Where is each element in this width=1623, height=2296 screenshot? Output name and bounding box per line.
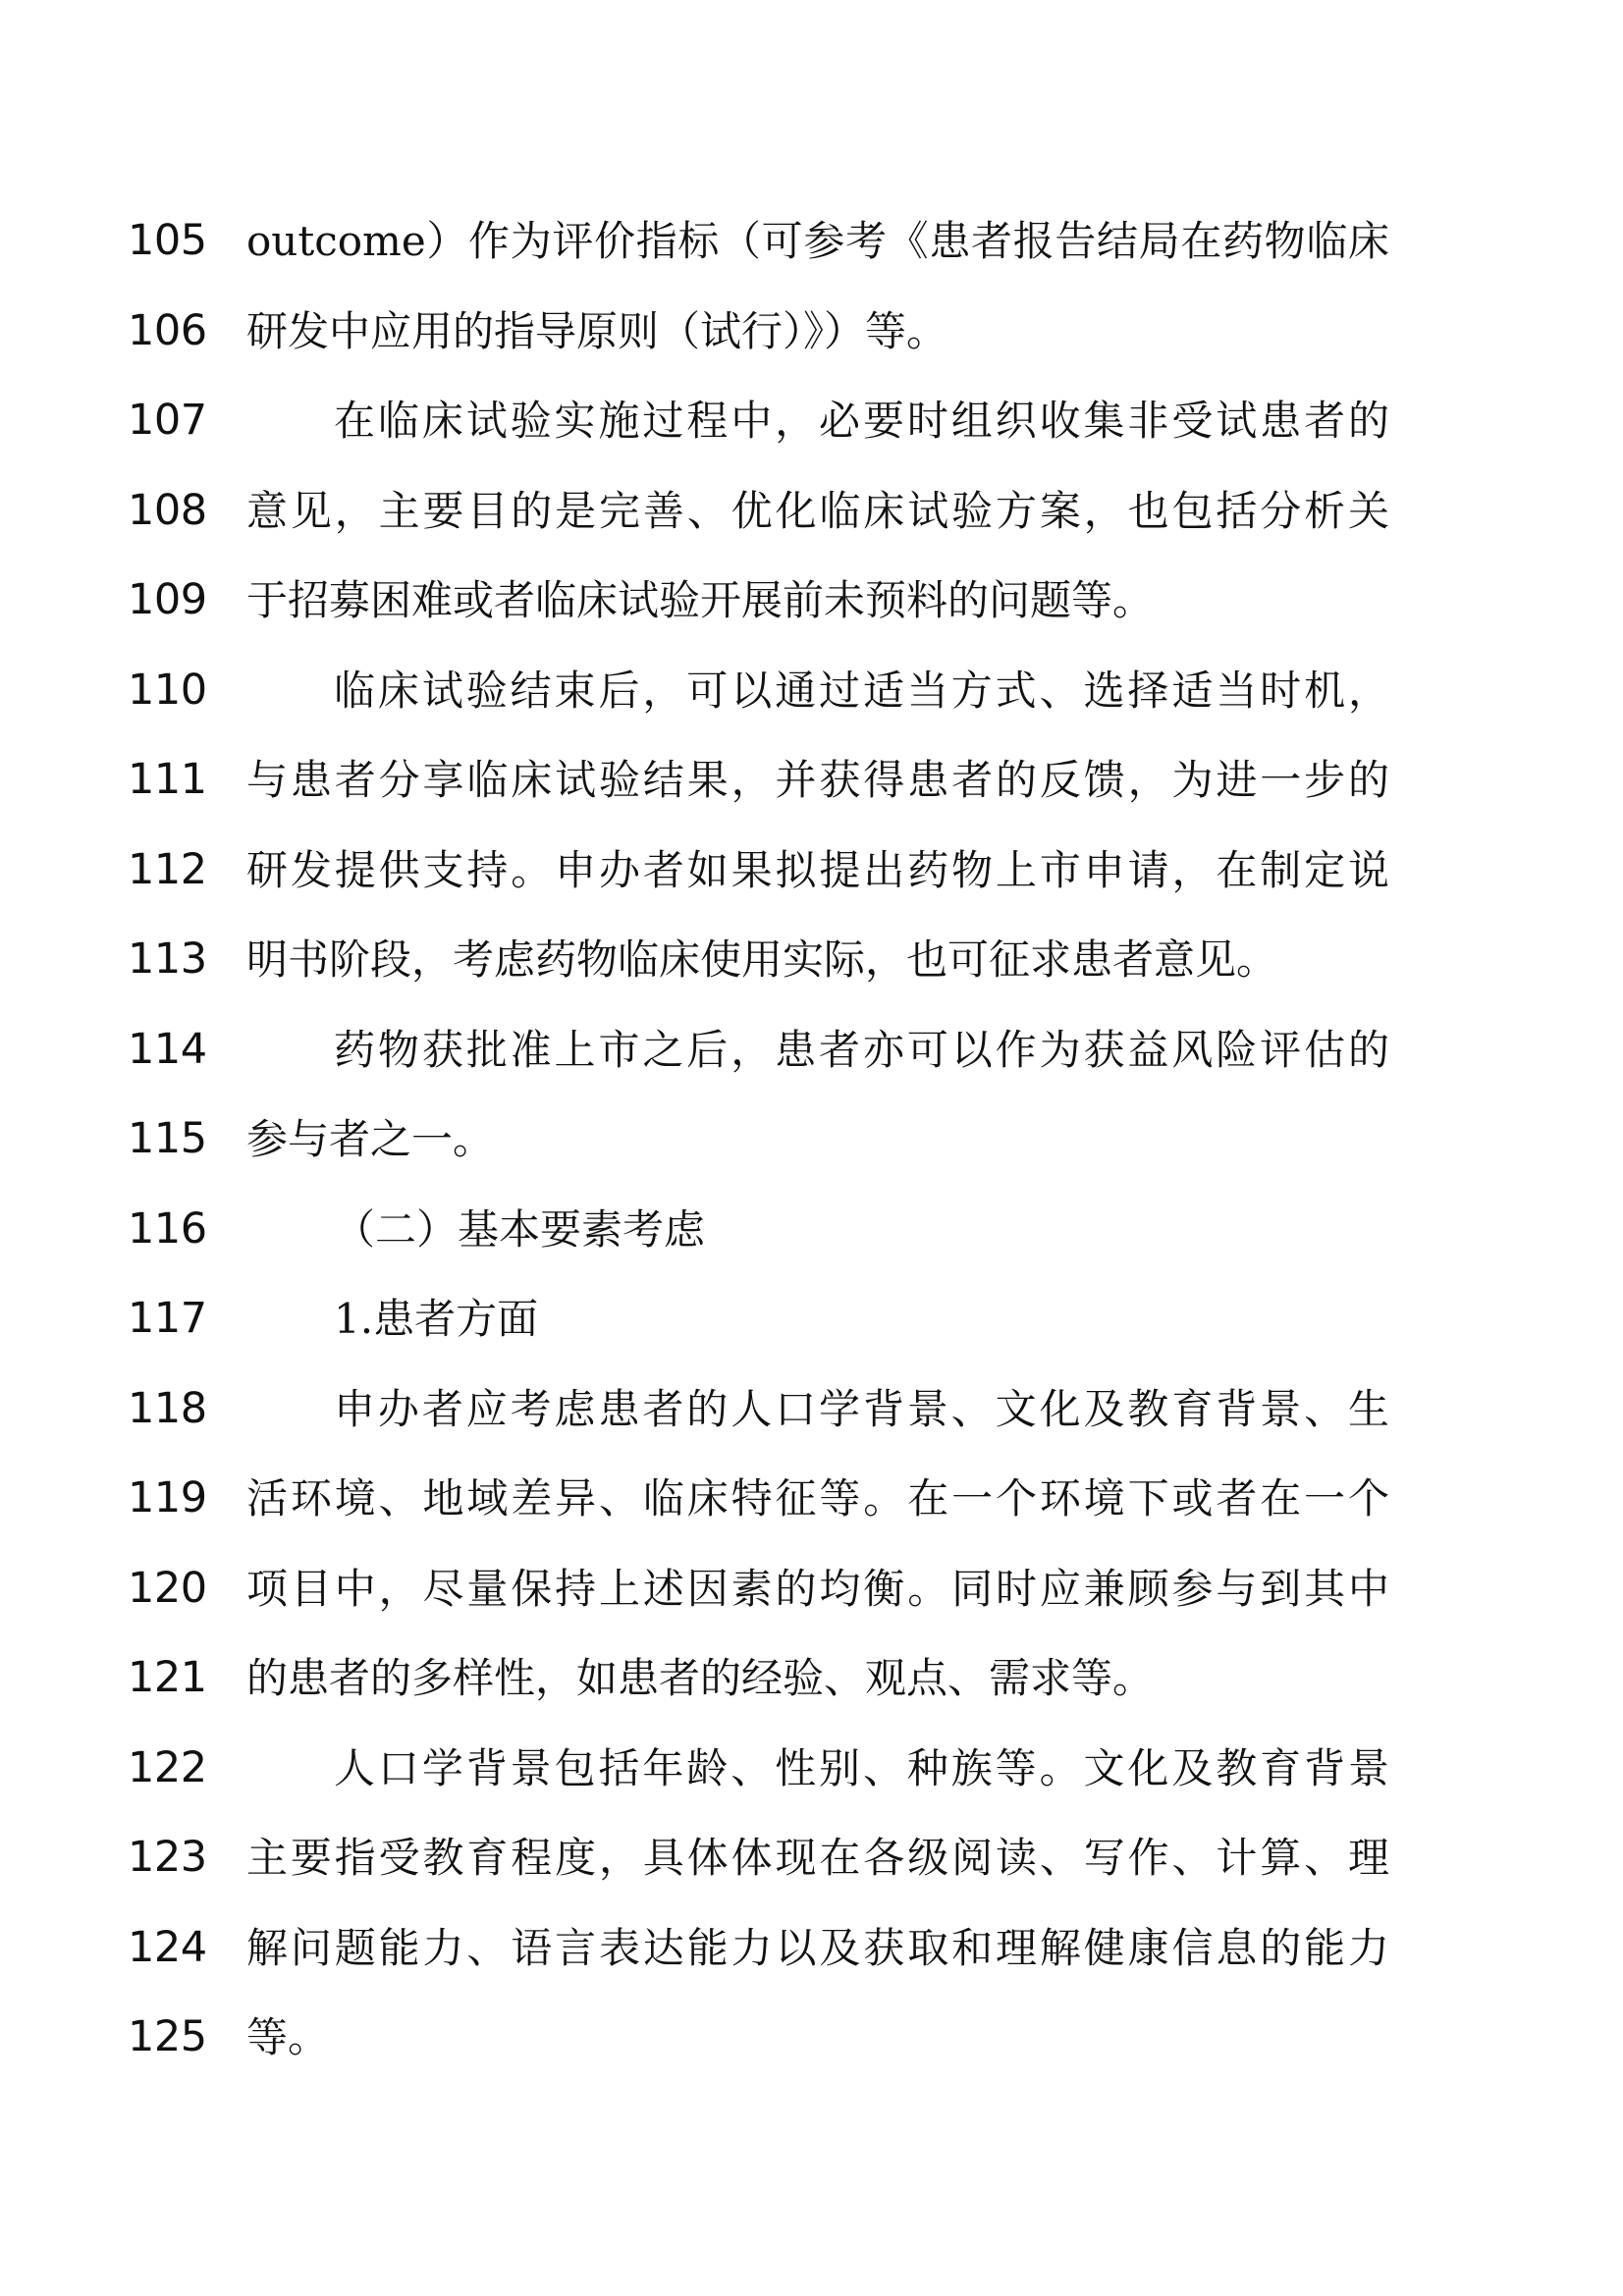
line-text: 人口学背景包括年龄、性别、种族等。文化及教育背景 bbox=[334, 1743, 1389, 1792]
line-text: 药物获批准上市之后，患者亦可以作为获益风险评估的 bbox=[334, 1025, 1389, 1074]
line-number: 125 bbox=[128, 2012, 207, 2061]
text-line bbox=[0, 1274, 1623, 1364]
line-text: 于招募困难或者临床试验开展前未预料的问题等。 bbox=[246, 576, 1155, 624]
line-number: 111 bbox=[128, 755, 207, 804]
text-line bbox=[0, 735, 1623, 826]
line-number: 122 bbox=[128, 1742, 207, 1792]
line-number: 108 bbox=[128, 485, 207, 535]
line-text: 与患者分享临床试验结果，并获得患者的反馈，为进一步的 bbox=[246, 756, 1389, 804]
line-text: 明书阶段，考虑药物临床使用实际，也可征求患者意见。 bbox=[246, 935, 1278, 984]
text-line bbox=[0, 466, 1623, 557]
line-text: 等。 bbox=[246, 2013, 330, 2061]
line-text: 主要指受教育程度，具体体现在各级阅读、写作、计算、理 bbox=[246, 1834, 1389, 1882]
line-text: 研发中应用的指导原则（试行）》）等。 bbox=[246, 306, 948, 355]
line-number: 120 bbox=[128, 1563, 207, 1613]
subsection-heading: 1.患者方面 bbox=[334, 1295, 539, 1343]
text-line bbox=[0, 1364, 1623, 1455]
line-text: 临床试验结束后，可以通过适当方式、选择适当时机， bbox=[334, 666, 1389, 715]
line-number: 124 bbox=[128, 1922, 207, 1972]
line-number: 117 bbox=[128, 1294, 207, 1343]
line-number: 105 bbox=[128, 216, 207, 265]
line-number: 123 bbox=[128, 1833, 207, 1882]
line-number: 107 bbox=[128, 396, 207, 445]
line-number: 106 bbox=[128, 305, 207, 355]
text-line bbox=[0, 1633, 1623, 1724]
text-line bbox=[0, 376, 1623, 466]
line-text: 的患者的多样性，如患者的经验、观点、需求等。 bbox=[246, 1654, 1155, 1702]
line-number: 113 bbox=[128, 934, 207, 984]
line-text: 活环境、地域差异、临床特征等。在一个环境下或者在一个 bbox=[246, 1474, 1389, 1522]
text-body bbox=[0, 196, 1623, 2083]
text-line bbox=[0, 1005, 1623, 1095]
line-number: 114 bbox=[128, 1024, 207, 1074]
text-line bbox=[0, 826, 1623, 916]
line-number: 116 bbox=[128, 1203, 207, 1254]
line-text: 项目中，尽量保持上述因素的均衡。同时应兼顾参与到其中 bbox=[246, 1564, 1389, 1613]
text-line bbox=[0, 1993, 1623, 2083]
text-line bbox=[0, 1724, 1623, 1814]
section-heading: （二）基本要素考虑 bbox=[334, 1204, 706, 1254]
text-line bbox=[0, 196, 1623, 287]
text-line bbox=[0, 1095, 1623, 1185]
line-number: 109 bbox=[128, 575, 207, 624]
line-text: 在临床试验实施过程中，必要时组织收集非受试患者的 bbox=[334, 397, 1389, 445]
text-line bbox=[0, 1813, 1623, 1903]
line-number: 112 bbox=[128, 844, 207, 894]
line-text: 申办者应考虑患者的人口学背景、文化及教育背景、生 bbox=[334, 1384, 1389, 1433]
line-number: 110 bbox=[128, 665, 207, 715]
line-text: 参与者之一。 bbox=[246, 1115, 495, 1163]
text-line bbox=[0, 287, 1623, 377]
text-line bbox=[0, 646, 1623, 736]
text-line bbox=[0, 1185, 1623, 1275]
line-text: outcome）作为评价指标（可参考《患者报告结局在药物临床 bbox=[246, 217, 1389, 265]
line-number: 115 bbox=[128, 1114, 207, 1163]
line-number: 119 bbox=[128, 1473, 207, 1522]
line-text: 解问题能力、语言表达能力以及获取和理解健康信息的能力 bbox=[246, 1923, 1389, 1972]
line-text: 意见，主要目的是完善、优化临床试验方案，也包括分析关 bbox=[246, 486, 1389, 535]
text-line bbox=[0, 915, 1623, 1005]
text-line bbox=[0, 1903, 1623, 1994]
text-line bbox=[0, 1544, 1623, 1634]
line-number: 121 bbox=[128, 1653, 207, 1702]
text-line bbox=[0, 1454, 1623, 1544]
line-text: 研发提供支持。申办者如果拟提出药物上市申请，在制定说 bbox=[246, 845, 1389, 894]
line-number: 118 bbox=[128, 1383, 207, 1433]
text-line bbox=[0, 556, 1623, 646]
